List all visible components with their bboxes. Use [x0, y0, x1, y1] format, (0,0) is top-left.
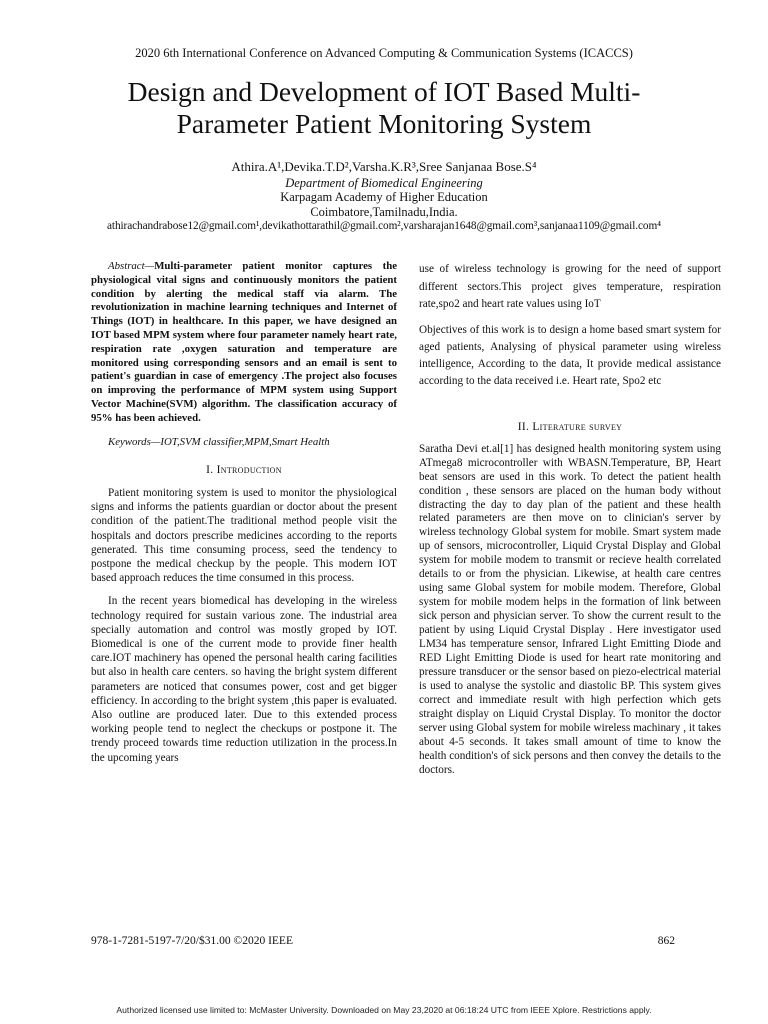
- author-emails: athirachandrabose12@gmail.com¹,devikathottarathil@gmail.com²,varsharajan1648@gmail.com³,sanjanaa1109@gmail.com⁴: [107, 220, 661, 232]
- section-heading-introduction: I. Introduction: [206, 463, 282, 476]
- conference-header: 2020 6th International Conference on Advanced Computing & Communication Systems (ICACCS): [135, 46, 633, 60]
- title-line-2: Parameter Patient Monitoring System: [176, 108, 592, 139]
- right-paragraph-2: Objectives of this work is to design a home based smart system for aged patients, Analysing of physical parameter using wireless intelligence, According to the data, It provide medical assistance according to the data received i.e. Heart rate, Spo2 etc: [419, 323, 721, 387]
- left-column: [91, 260, 397, 765]
- page-footer: [91, 935, 675, 947]
- page-number: 862: [657, 935, 675, 947]
- right-paragraph-1: use of wireless technology is growing for the need of support different sectors.This project gives temperature, respiration rate,spo2 and heart rate values using IoT: [419, 263, 721, 310]
- intro-paragraph-1: Patient monitoring system is used to monitor the physiological signs and informs the patients guardian or doctor about the present condition of the patient.The traditional method people visit the hospitals and doctors prescribe medicines according to the reports generated. This time consuming process, seed the tendency to postpone the medical checkup by the people. This modern IOT based approach reduces the time consumed in this process.: [91, 486, 397, 585]
- author-institution: Karpagam Academy of Higher Education: [280, 190, 488, 204]
- abstract: [91, 260, 397, 426]
- keywords: Keywords—IOT,SVM classifier,MPM,Smart Health: [108, 435, 330, 448]
- literature-survey-paragraph: Saratha Devi et.al[1] has designed health monitoring system using ATmega8 microcontroller with WBASN.Temperature, BP, Heart beat sensors are used in this work. To detect the patient health condition , these sensors are placed on the human body without distracting the day to day plan of the patient and these health related parameters are then move on to clinician's server by wireless technology Global system for mobile. Smart system made up of sensors, microcontroller, Liquid Crystal Display and Global system for mobile modem to transmit or recieve health correlated details to or from the physician. Likewise, at health care centres using same Global system for mobile modem. Therefore, Global system for mobile modem helps in the formation of link between sick person and physician server. To show the current result to the patient by using Liquid Crystal Display . Here investigator used LM34 has temperature sensor, Infrared Light Emitting Diode and RED Light Emitting Diode is used for heart rate monitoring and pressure transducer or the sensor based on piezo-electrical material is used to analyse the systolic and diastolic BP. This system gives correct and immediate result with high perfection which gets straight display on Liquid Crystal Display. To monitor the doctor server using Global system for mobile wireless machinary , it takes about 4-5 seconds. It takes small amount of time to know the health condition's of sick persons and then convey the details to the doctors.: [419, 442, 721, 776]
- isbn-line: 978-1-7281-5197-7/20/$31.00 ©2020 IEEE: [91, 935, 293, 947]
- abstract-text: Multi-parameter patient monitor captures the physiological vital signs and continuously monitors the patient condition by alerting the medical staff via alarm. The revolutionization in machine learning techniques and Internet of Things (IOT) in healthcare. In this paper, we have designed an IOT based MPM system where four parameter namely heart rate, respiration rate ,oxygen saturation and temperature are monitored using corresponding sensors and an email is sent to patient's guardian in case of emergency .The project also focuses on improving the performance of MPM system using Support Vector Machine(SVM) algorithm. The classification accuracy of 95% has been achieved.: [91, 260, 397, 424]
- download-notice: Authorized licensed use limited to: McMaster University. Downloaded on May 23,2020 at 06:18:24 UTC from IEEE Xplore. Restrictions apply.: [116, 1005, 652, 1015]
- author-department: Department of Biomedical Engineering: [285, 175, 483, 190]
- paper-title: [60, 76, 708, 140]
- abstract-lead: Abstract—: [108, 260, 155, 272]
- intro-paragraph-2: In the recent years biomedical has developing in the wireless technology required for sustain various zone. The industrial area specially automation and control was mostly groped by IOT. Biomedical is one of the current mode to provide finer health care.IOT machinery has opened the personal health caring facilities but also in health care centers. so having the bright system different parameters are noticed that consumes power, cost and get bigger efficiency. In according to the bright system ,this paper is evaluated. Also outline are produced later. Due to this extended process working people tend to neglect the checkups or postpone it. The trendy proceed towards time reduction utilization in the process.In the upcoming years: [91, 595, 397, 764]
- right-column: [419, 261, 721, 778]
- title-line-1: Design and Development of IOT Based Multi-: [127, 76, 641, 107]
- author-names: Athira.A¹,Devika.T.D²,Varsha.K.R³,Sree Sanjanaa Bose.S⁴: [231, 159, 537, 174]
- author-location: Coimbatore,Tamilnadu,India.: [310, 204, 458, 219]
- author-block: [20, 160, 748, 234]
- section-heading-literature-survey: II. Literature survey: [517, 420, 623, 433]
